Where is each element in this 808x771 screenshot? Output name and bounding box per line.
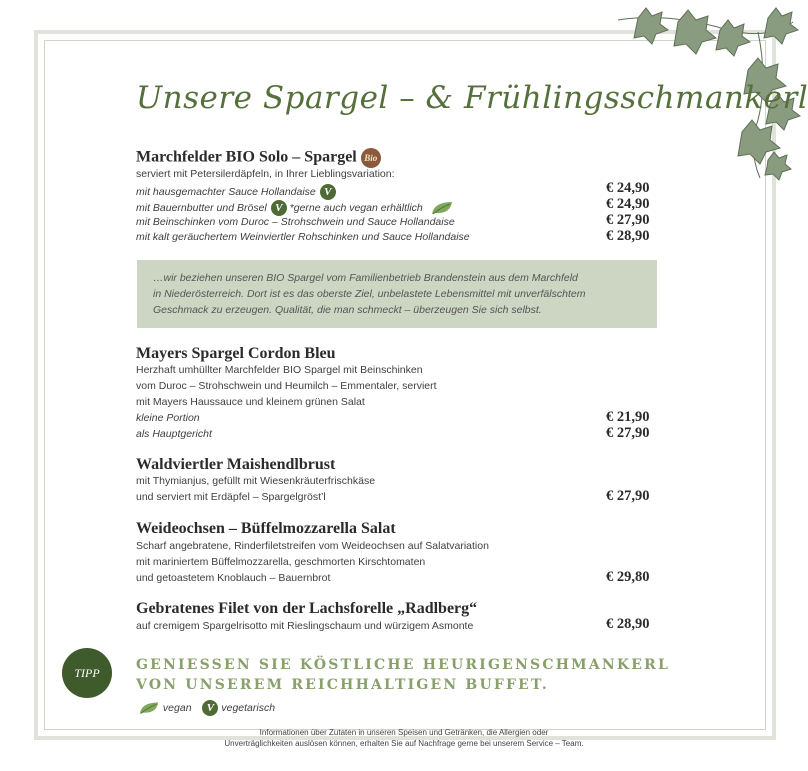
menu-title: Unsere Spargel – & Frühlingsschmankerl bbox=[136, 80, 808, 116]
variant-line: mit kalt geräuchertem Weinviertler Rohschinken und Sauce Hollandaise bbox=[136, 231, 470, 243]
dish-name-cordon-bleu: Mayers Spargel Cordon Bleu bbox=[136, 345, 336, 362]
legend-vegan-label: vegan bbox=[162, 702, 192, 714]
variant-line: kleine Portion bbox=[136, 412, 200, 424]
vegan-leaf-icon bbox=[138, 700, 160, 716]
dish-description: Scharf angebratene, Rinderfiletstreifen vom Weideochsen auf Salatvariation bbox=[136, 540, 489, 552]
diet-legend bbox=[138, 700, 275, 716]
price: € 27,90 bbox=[606, 212, 650, 228]
dish-name-weideochsen: Weideochsen – Büffelmozzarella Salat bbox=[136, 520, 396, 537]
dish-description: serviert mit Petersilerdäpfeln, in Ihrer Lieblingsvariation: bbox=[136, 168, 395, 180]
dish-name-lachsforelle: Gebratenes Filet von der Lachsforelle „Radlberg“ bbox=[136, 600, 478, 617]
price: € 21,90 bbox=[606, 409, 650, 425]
buffet-promo-line: VON UNSEREM REICHHALTIGEN BUFFET. bbox=[136, 677, 549, 693]
variant-line: als Hauptgericht bbox=[136, 428, 212, 440]
dish-name-marchfelder: Marchfelder BIO Solo – Spargel Bio bbox=[136, 148, 381, 168]
allergen-footer-line: Unverträglichkeiten auslösen können, erhalten Sie auf Nachfrage gerne bei unserem Service – Team. bbox=[224, 739, 584, 748]
price: € 24,90 bbox=[606, 180, 650, 196]
bio-badge-icon: Bio bbox=[361, 148, 381, 168]
dish-description: mit Thymianjus, gefüllt mit Wiesenkräuterfrischkäse bbox=[136, 475, 376, 487]
vegetarian-icon: V bbox=[320, 184, 336, 200]
allergen-footer-line: Informationen über Zutaten in unseren Speisen und Getränken, die Allergien oder bbox=[259, 728, 549, 737]
price: € 27,90 bbox=[606, 488, 650, 504]
vegetarian-icon: V bbox=[202, 700, 218, 716]
vegetarian-icon: V bbox=[271, 200, 287, 216]
info-line: in Niederösterreich. Dort ist es das oberste Ziel, unbelastete Lebensmittel mit unverfälschtem bbox=[153, 288, 586, 300]
variant-line: mit hausgemachter Sauce Hollandaise V bbox=[136, 184, 336, 200]
tipp-badge: TIPP bbox=[62, 648, 112, 698]
price: € 28,90 bbox=[606, 616, 650, 632]
variant-line: mit Bauernbutter und Brösel V *gerne auch vegan erhältlich bbox=[136, 200, 454, 216]
dish-description: mit Mayers Haussauce und kleinem grünen Salat bbox=[136, 396, 365, 408]
dish-description: mit mariniertem Büffelmozzarella, geschmorten Kirschtomaten bbox=[136, 556, 426, 568]
dish-description: und getoastetem Knoblauch – Bauernbrot bbox=[136, 572, 331, 584]
supplier-info-box bbox=[137, 260, 657, 328]
info-line: Geschmack zu erzeugen. Qualität, die man schmeckt – überzeugen Sie sich selbst. bbox=[153, 304, 542, 316]
dish-description: und serviert mit Erdäpfel – Spargelgröst’l bbox=[136, 491, 326, 503]
info-line: …wir beziehen unseren BIO Spargel vom Familienbetrieb Brandenstein aus dem Marchfeld bbox=[153, 272, 578, 284]
price: € 28,90 bbox=[606, 228, 650, 244]
price: € 27,90 bbox=[606, 425, 650, 441]
dish-name-maishendl: Waldviertler Maishendlbrust bbox=[136, 456, 336, 473]
vegan-leaf-icon bbox=[430, 200, 454, 216]
dish-description: vom Duroc – Strohschwein und Heumilch – Emmentaler, serviert bbox=[136, 380, 437, 392]
dish-description: Herzhaft umhüllter Marchfelder BIO Spargel mit Beinschinken bbox=[136, 364, 423, 376]
buffet-promo-line: GENIESSEN SIE KÖSTLICHE HEURIGENSCHMANKERL bbox=[136, 657, 670, 673]
variant-line: mit Beinschinken vom Duroc – Strohschwein und Sauce Hollandaise bbox=[136, 216, 455, 228]
dish-description: auf cremigem Spargelrisotto mit Rieslingschaum und würzigem Asmonte bbox=[136, 620, 474, 632]
price: € 29,80 bbox=[606, 569, 650, 585]
legend-vegetarian-label: vegetarisch bbox=[221, 702, 276, 714]
price: € 24,90 bbox=[606, 196, 650, 212]
